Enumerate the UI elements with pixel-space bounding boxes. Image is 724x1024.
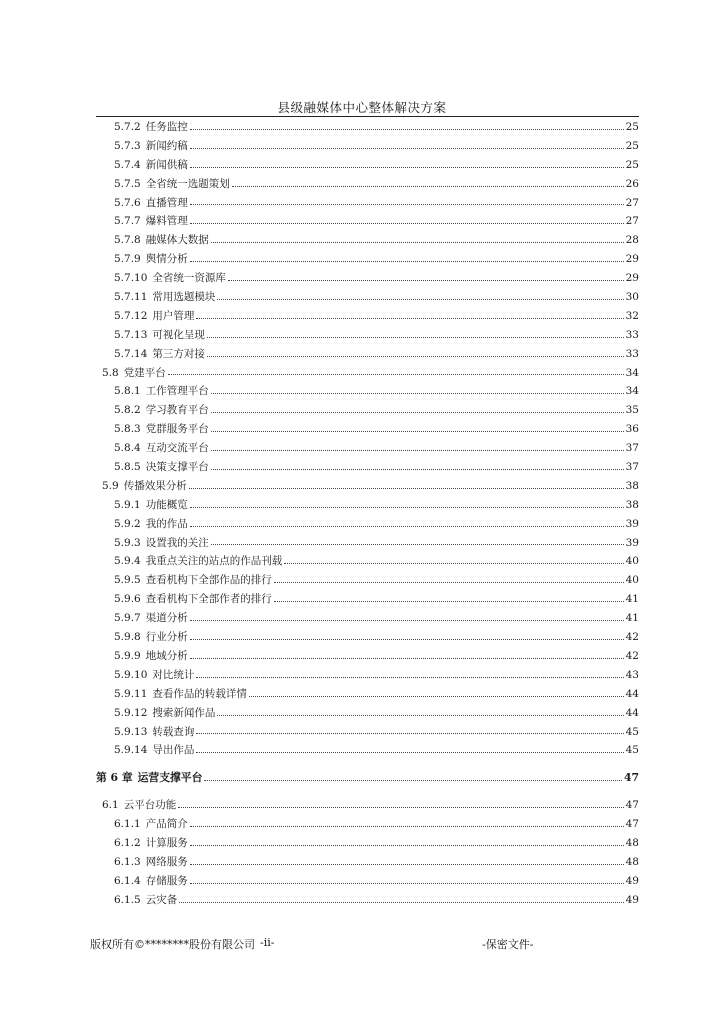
- toc-entry-number: 5.9.4: [114, 555, 141, 568]
- toc-entry-page: 36: [625, 423, 639, 436]
- toc-entry-title: 直播管理: [145, 196, 188, 209]
- toc-entry-title: 新闻约稿: [145, 139, 188, 152]
- toc-entry-title: 第三方对接: [152, 347, 205, 360]
- toc-entry-number: 5.8.2: [114, 404, 141, 417]
- toc-entry-number: 5.9.14: [114, 744, 148, 757]
- toc-entry-title: 常用选题模块: [152, 291, 216, 304]
- toc-entry-page: 30: [625, 291, 639, 304]
- toc-entry-title: 可视化呈现: [152, 328, 205, 341]
- toc-entry-title: 云平台功能: [123, 799, 177, 812]
- header-divider: [96, 116, 639, 117]
- toc-entry-page: 48: [625, 837, 639, 850]
- toc-entry-number: 5.8.1: [114, 385, 141, 398]
- toc-entry[interactable]: [96, 420, 639, 439]
- toc-dot-leader: [190, 204, 624, 205]
- toc-dot-leader: [217, 299, 623, 300]
- toc-entry-number: 5.7.6: [114, 196, 141, 209]
- toc-entry-number: 5.8.4: [114, 442, 141, 455]
- toc-entry-number: 5.9.6: [114, 593, 141, 606]
- toc-dot-leader: [207, 337, 624, 338]
- toc-entry-number: 5.7.11: [114, 291, 148, 304]
- toc-entry-number: 5.8.5: [114, 461, 141, 474]
- toc-entry[interactable]: [96, 628, 639, 647]
- toc-entry[interactable]: [96, 515, 639, 534]
- toc-entry-number: 5.9.13: [114, 725, 148, 738]
- toc-entry-page: 29: [625, 272, 639, 285]
- toc-entry-page: 29: [625, 253, 639, 266]
- toc-entry[interactable]: [96, 685, 639, 704]
- toc-entry-page: 25: [625, 139, 639, 152]
- toc-entry[interactable]: [96, 609, 639, 628]
- toc-dot-leader: [228, 280, 624, 281]
- toc-entry-page: 37: [625, 442, 639, 455]
- toc-entry-title: 设置我的关注: [145, 536, 209, 549]
- toc-entry[interactable]: [96, 118, 639, 137]
- toc-entry-number: 6.1.5: [114, 893, 141, 906]
- toc-dot-leader: [211, 393, 624, 394]
- toc-entry-number: 5.7.4: [114, 158, 141, 171]
- toc-entry[interactable]: [96, 590, 639, 609]
- toc-entry[interactable]: [96, 571, 639, 590]
- toc-entry-number: 第 6 章: [96, 771, 133, 785]
- toc-dot-leader: [196, 733, 623, 734]
- toc-entry[interactable]: [96, 741, 639, 760]
- toc-entry[interactable]: [96, 156, 639, 175]
- toc-dot-leader: [190, 261, 624, 262]
- toc-entry-number: 5.9.5: [114, 574, 141, 587]
- toc-entry-page: 38: [625, 498, 639, 511]
- toc-dot-leader: [211, 544, 624, 545]
- toc-dot-leader: [190, 658, 624, 659]
- toc-entry[interactable]: [96, 552, 639, 571]
- toc-entry[interactable]: [96, 194, 639, 213]
- toc-dot-leader: [190, 223, 624, 224]
- toc-entry-number: 5.9.8: [114, 631, 141, 644]
- table-of-contents: [96, 118, 639, 910]
- toc-entry[interactable]: [96, 458, 639, 477]
- toc-entry-number: 5.9.3: [114, 536, 141, 549]
- toc-entry-title: 搜索新闻作品: [152, 706, 216, 719]
- footer-page-number: -ii-: [260, 936, 275, 949]
- toc-dot-leader: [217, 715, 623, 716]
- toc-dot-leader: [190, 620, 624, 621]
- toc-entry[interactable]: [96, 815, 639, 834]
- toc-entry-title: 产品简介: [145, 818, 188, 831]
- toc-dot-leader: [168, 374, 624, 375]
- toc-entry-page: 42: [625, 649, 639, 662]
- toc-dot-leader: [284, 563, 623, 564]
- toc-entry[interactable]: [96, 891, 639, 910]
- toc-entry-page: 43: [625, 668, 639, 681]
- toc-entry-number: 5.7.3: [114, 139, 141, 152]
- toc-entry-title: 党建平台: [123, 366, 166, 379]
- toc-entry-number: 5.7.2: [114, 121, 141, 133]
- toc-entry[interactable]: [96, 534, 639, 553]
- toc-entry-page: 47: [623, 771, 639, 785]
- toc-entry-page: 32: [625, 309, 639, 322]
- toc-entry[interactable]: [96, 231, 639, 250]
- toc-entry-title: 全省统一资源库: [152, 272, 226, 285]
- toc-dot-leader: [190, 883, 624, 884]
- toc-entry-page: 35: [625, 404, 639, 417]
- toc-dot-leader: [190, 148, 624, 149]
- toc-entry-page: 41: [625, 593, 639, 606]
- toc-entry-page: 27: [625, 215, 639, 228]
- footer-copyright: 版权所有©********股份有限公司: [90, 938, 255, 951]
- toc-dot-leader: [190, 129, 624, 130]
- toc-entry-page: 39: [625, 517, 639, 530]
- toc-entry-page: 28: [625, 234, 639, 247]
- toc-entry-title: 爆料管理: [145, 215, 188, 228]
- toc-entry-page: 33: [625, 347, 639, 360]
- toc-entry[interactable]: [96, 477, 639, 496]
- toc-entry-title: 我的作品: [145, 517, 188, 530]
- toc-entry-number: 5.9.9: [114, 649, 141, 662]
- toc-entry-page: 40: [625, 555, 639, 568]
- toc-dot-leader: [274, 601, 624, 602]
- toc-entry-number: 5.7.10: [114, 272, 148, 285]
- toc-entry-page: 39: [625, 536, 639, 549]
- toc-entry-number: 5.8: [102, 366, 119, 379]
- toc-entry-number: 5.7.9: [114, 253, 141, 266]
- toc-entry-number: 6.1.1: [114, 818, 141, 831]
- toc-entry-title: 存储服务: [145, 874, 188, 887]
- toc-entry[interactable]: [96, 137, 639, 156]
- toc-entry-number: 5.7.8: [114, 234, 141, 247]
- toc-entry-page: 27: [625, 196, 639, 209]
- toc-entry-page: 47: [625, 818, 639, 831]
- toc-entry[interactable]: [96, 326, 639, 345]
- toc-entry-title: 地域分析: [145, 649, 188, 662]
- toc-entry-title: 我重点关注的站点的作品刊载: [145, 555, 283, 568]
- toc-entry[interactable]: [96, 175, 639, 194]
- toc-entry-number: 6.1.3: [114, 855, 141, 868]
- toc-entry-number: 5.7.13: [114, 328, 148, 341]
- toc-entry[interactable]: [96, 666, 639, 685]
- toc-entry-title: 导出作品: [152, 744, 195, 757]
- toc-entry-title: 全省统一选题策划: [145, 177, 230, 190]
- toc-dot-leader: [179, 902, 623, 903]
- toc-dot-leader: [211, 412, 624, 413]
- toc-dot-leader: [196, 318, 623, 319]
- toc-dot-leader: [207, 356, 624, 357]
- toc-entry[interactable]: [96, 364, 639, 383]
- toc-entry-number: 5.9.10: [114, 668, 148, 681]
- toc-entry[interactable]: [96, 307, 639, 326]
- toc-entry-page: 49: [625, 874, 639, 887]
- toc-entry-page: 33: [625, 328, 639, 341]
- toc-dot-leader: [178, 807, 623, 808]
- toc-entry-title: 计算服务: [145, 837, 188, 850]
- toc-dot-leader: [211, 469, 624, 470]
- toc-entry-number: 5.9.2: [114, 517, 141, 530]
- toc-entry[interactable]: [96, 647, 639, 666]
- toc-entry-number: 5.7.5: [114, 177, 141, 190]
- toc-dot-leader: [249, 696, 624, 697]
- toc-entry-page: 48: [625, 855, 639, 868]
- toc-entry-title: 党群服务平台: [145, 423, 209, 436]
- toc-entry-number: 6.1.4: [114, 874, 141, 887]
- toc-dot-leader: [274, 582, 624, 583]
- toc-dot-leader: [211, 450, 624, 451]
- toc-entry-page: 44: [625, 687, 639, 700]
- toc-dot-leader: [211, 242, 624, 243]
- toc-entry-title: 云灾备: [145, 893, 178, 906]
- toc-entry-number: 5.7.12: [114, 309, 148, 322]
- toc-dot-leader: [189, 488, 624, 489]
- toc-entry-title: 决策支撑平台: [145, 461, 209, 474]
- toc-entry-page: 41: [625, 612, 639, 625]
- toc-entry[interactable]: [96, 288, 639, 307]
- toc-entry-page: 44: [625, 706, 639, 719]
- toc-entry-title: 舆情分析: [145, 253, 188, 266]
- toc-entry[interactable]: [96, 269, 639, 288]
- toc-entry-title: 网络服务: [145, 855, 188, 868]
- toc-dot-leader: [196, 677, 623, 678]
- toc-dot-leader: [190, 845, 624, 846]
- toc-dot-leader: [211, 431, 624, 432]
- toc-entry-number: 5.7.7: [114, 215, 141, 228]
- toc-entry[interactable]: [96, 872, 639, 891]
- toc-entry-title: 对比统计: [152, 668, 195, 681]
- toc-dot-leader: [190, 864, 624, 865]
- toc-entry[interactable]: [96, 345, 639, 364]
- toc-entry-title: 渠道分析: [145, 612, 188, 625]
- toc-entry-page: 49: [625, 893, 639, 906]
- toc-entry-page: 34: [625, 366, 639, 379]
- toc-dot-leader: [190, 526, 624, 527]
- toc-entry[interactable]: [96, 496, 639, 515]
- toc-entry[interactable]: [96, 704, 639, 723]
- toc-entry-title: 传播效果分析: [123, 479, 187, 492]
- toc-entry-page: 25: [625, 121, 639, 133]
- toc-dot-leader: [232, 186, 624, 187]
- toc-entry-title: 用户管理: [152, 309, 195, 322]
- toc-entry-title: 工作管理平台: [145, 385, 209, 398]
- toc-entry-number: 5.9: [102, 479, 119, 492]
- toc-entry[interactable]: [96, 796, 639, 815]
- toc-dot-leader: [190, 507, 624, 508]
- toc-dot-leader: [190, 639, 624, 640]
- toc-entry-page: 47: [625, 799, 639, 812]
- toc-entry[interactable]: [96, 439, 639, 458]
- toc-entry-title: 学习教育平台: [145, 404, 209, 417]
- toc-dot-leader: [190, 167, 624, 168]
- toc-entry-title: 查看作品的转载详情: [152, 687, 247, 700]
- toc-entry[interactable]: [96, 723, 639, 742]
- toc-entry-title: 任务监控: [145, 121, 188, 133]
- toc-entry-page: 25: [625, 158, 639, 171]
- footer-confidential-label: -保密文件-: [482, 938, 534, 951]
- toc-entry-title: 新闻供稿: [145, 158, 188, 171]
- toc-entry[interactable]: [96, 382, 639, 401]
- toc-entry[interactable]: [96, 834, 639, 853]
- toc-entry-title: 行业分析: [145, 631, 188, 644]
- toc-entry-title: 查看机构下全部作者的排行: [145, 593, 272, 606]
- toc-entry-title: 融媒体大数据: [145, 234, 209, 247]
- toc-entry-number: 5.9.12: [114, 706, 148, 719]
- toc-entry-number: 5.9.7: [114, 612, 141, 625]
- toc-entry-title: 互动交流平台: [145, 442, 209, 455]
- toc-entry-page: 38: [625, 479, 639, 492]
- toc-entry-title: 查看机构下全部作品的排行: [145, 574, 272, 587]
- toc-entry[interactable]: [96, 401, 639, 420]
- toc-entry-number: 6.1: [102, 799, 119, 812]
- document-header-title: 县级融媒体中心整体解决方案: [277, 100, 447, 115]
- toc-entry[interactable]: [96, 250, 639, 269]
- toc-entry-title: 转载查询: [152, 725, 195, 738]
- toc-dot-leader: [190, 826, 624, 827]
- toc-entry-page: 34: [625, 385, 639, 398]
- toc-entry-page: 45: [625, 744, 639, 757]
- toc-entry-number: 6.1.2: [114, 837, 141, 850]
- toc-entry[interactable]: [96, 212, 639, 231]
- toc-entry-title: 运营支撑平台: [137, 771, 203, 785]
- toc-dot-leader: [204, 780, 622, 781]
- toc-entry-page: 26: [625, 177, 639, 190]
- toc-entry[interactable]: [96, 853, 639, 872]
- toc-entry-number: 5.9.1: [114, 498, 141, 511]
- toc-entry-number: 5.7.14: [114, 347, 148, 360]
- toc-entry-title: 功能概览: [145, 498, 188, 511]
- toc-chapter-entry[interactable]: [96, 768, 639, 788]
- toc-entry-page: 37: [625, 461, 639, 474]
- toc-dot-leader: [196, 752, 623, 753]
- toc-entry-number: 5.8.3: [114, 423, 141, 436]
- toc-entry-page: 45: [625, 725, 639, 738]
- toc-entry-page: 40: [625, 574, 639, 587]
- toc-entry-page: 42: [625, 631, 639, 644]
- toc-entry-number: 5.9.11: [114, 687, 148, 700]
